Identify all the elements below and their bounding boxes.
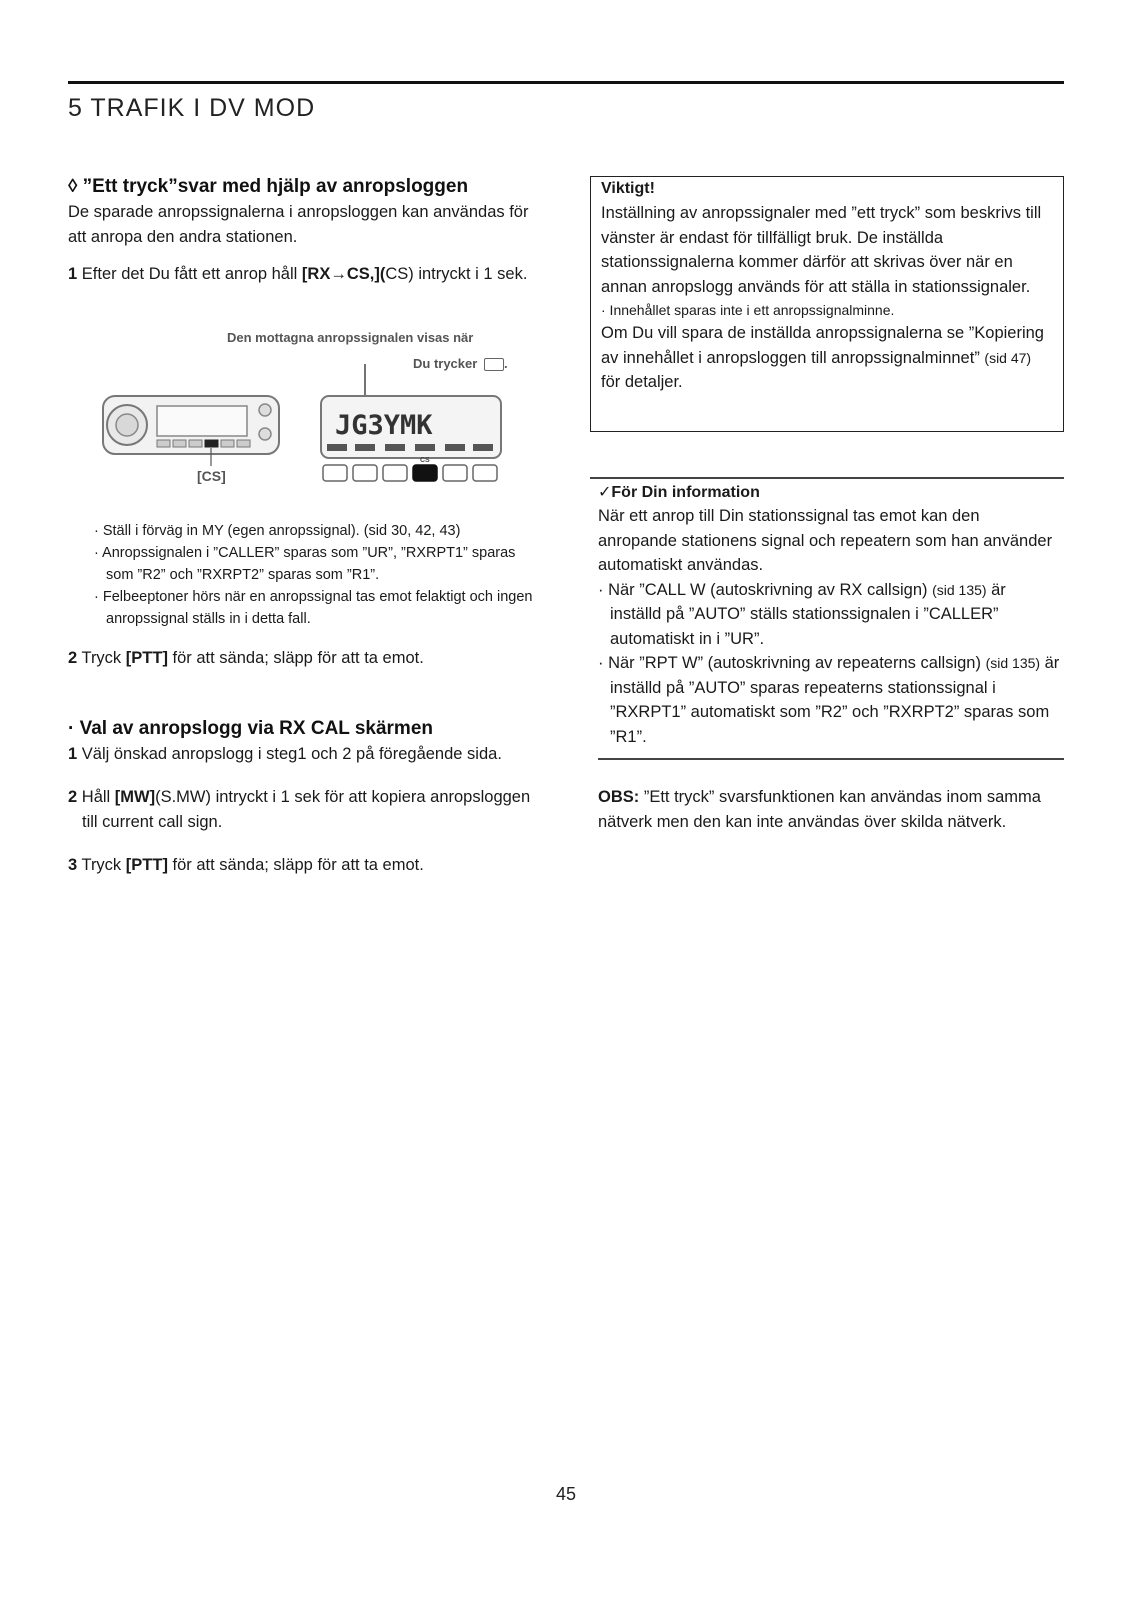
important-para2 <box>601 321 1053 395</box>
section1-step2 <box>68 646 538 671</box>
figure-caption-text: Du trycker <box>413 356 478 371</box>
softkey-cs-label: CS <box>420 457 430 464</box>
figure-cs-label: [CS] <box>197 468 226 484</box>
lcd-softkey <box>355 444 375 451</box>
step-text: Tryck <box>77 649 126 667</box>
step-text: CS) intryckt i 1 sek. <box>385 265 528 283</box>
step-text: Välj önskad anropslogg i steg1 och 2 på föregående sida. <box>77 745 502 763</box>
radio-key <box>237 440 250 447</box>
bullet-text: är inställd på ”AUTO” sparas repeaterns stationssignal i ”RXRPT1” automatiskt som ”R2” och ”RXRPT2” sparas som ”R1”. <box>610 654 1060 746</box>
key-label: [MW] <box>114 788 156 806</box>
section1-intro: De sparade anropssignalerna i anropsloggen kan användas för att anropa den andra stationen. <box>68 203 529 246</box>
header-rule <box>68 81 1064 84</box>
radio-key <box>157 440 170 447</box>
page-ref: (sid 47) <box>984 349 1032 366</box>
left-column-bottom <box>68 520 538 878</box>
lcd-softkey <box>385 444 405 451</box>
page-ref: (sid 135) <box>985 655 1041 671</box>
info-title: ✓För Din information <box>598 484 760 501</box>
obs-note <box>598 785 1060 835</box>
radio-display <box>157 406 247 436</box>
important-box <box>590 176 1064 432</box>
page-ref: (sid 135) <box>932 581 987 598</box>
radio-key <box>189 440 202 447</box>
front-key-cs <box>413 465 437 481</box>
radio-key <box>173 440 186 447</box>
figure-caption-2: Du trycker . <box>413 356 508 371</box>
step-number: 2 <box>68 788 78 806</box>
key-label: [PTT] <box>125 649 168 667</box>
radio-cs-key <box>205 440 218 447</box>
step-text: Håll <box>77 788 115 806</box>
radio-knob-inner <box>116 414 138 436</box>
step-number: 2 <box>68 649 78 667</box>
important-para1: Inställning av anropssignaler med ”ett tryck” som beskrivs till vänster är endast för tillfälligt bruk. De inställda stationssignalerna kommer därför att skrivas över när en annan anropslogg används för att ställa in stationssignaler. <box>601 204 1042 296</box>
notes-list <box>94 520 538 630</box>
info-bullet-2 <box>598 651 1060 749</box>
important-title: Viktigt! <box>601 180 655 197</box>
info-bottom-rule <box>598 758 1064 760</box>
note-item: · Felbeeptoner hörs när en anropssignal tas emot felaktigt och ingen anropssignal ställs in i detta fall. <box>94 589 533 627</box>
front-key <box>443 465 467 481</box>
important-para2-end: för detaljer. <box>601 373 683 391</box>
key-label: [RX→CS,]( <box>301 265 386 283</box>
info-para: När ett anrop till Din stationssignal tas emot kan den anropande stationens signal och repeatern som han använder automatiskt användas. <box>598 507 1053 574</box>
step-number: 1 <box>68 265 78 283</box>
obs-paragraph <box>598 785 1060 835</box>
radio-small-knob <box>259 404 271 416</box>
section1-heading: ◊ ”Ett tryck”svar med hjälp av anropsloggen <box>68 176 469 197</box>
info-top-rule <box>590 477 1064 479</box>
step-text: för att sända; släpp för att ta emot. <box>167 856 424 874</box>
lcd-softkey <box>445 444 465 451</box>
bullet-text: · När ”RPT W” (autoskrivning av repeaterns callsign) <box>598 654 986 672</box>
important-note: · Innehållet sparas inte i ett anropssignalminne. <box>601 302 895 318</box>
lcd-softkey <box>415 444 435 451</box>
step-text: (S.MW) intryckt i 1 sek för att kopiera anropsloggen till current call sign. <box>82 788 531 831</box>
front-key <box>473 465 497 481</box>
note-item: · Ställ i förväg in MY (egen anropssignal). (sid 30, 42, 43) <box>94 523 461 539</box>
lcd-callsign: JG3YMK <box>335 410 433 441</box>
key-label: [PTT] <box>125 856 168 874</box>
note-item: · Anropssignalen i ”CALLER” sparas som ”UR”, ”RXRPT1” sparas som ”R2” och ”RXRPT2” sparas som ”R1”. <box>94 545 516 583</box>
obs-text: ”Ett tryck” svarsfunktionen kan användas inom samma nätverk men den kan inte användas över skilda nätverk. <box>598 788 1041 831</box>
step-text: för att sända; släpp för att ta emot. <box>167 649 424 667</box>
info-bullet-1 <box>598 578 1060 652</box>
left-column-top <box>68 176 538 287</box>
bullet-text: · När ”CALL W (autoskrivning av RX callsign) <box>598 580 933 599</box>
step-number: 1 <box>68 745 78 763</box>
radio-figure <box>95 328 535 498</box>
section2-heading: · Val av anropslogg via RX CAL skärmen <box>68 718 433 739</box>
front-key <box>383 465 407 481</box>
step-number: 3 <box>68 856 78 874</box>
section2-step1 <box>68 742 538 767</box>
figure-caption: Den mottagna anropssignalen visas när <box>227 330 474 345</box>
info-box <box>598 482 1060 749</box>
section2-step3 <box>68 853 538 878</box>
bullet-text: är inställd på ”AUTO” ställs stationssignalen i ”CALLER” automatiskt in i ”UR”. <box>610 580 1006 648</box>
step-text: Efter det Du fått ett anrop håll <box>77 265 302 283</box>
radio-small-knob <box>259 428 271 440</box>
front-key <box>353 465 377 481</box>
chapter-title: 5 TRAFIK I DV MOD <box>68 94 316 122</box>
lcd-softkey <box>473 444 493 451</box>
lcd-softkey <box>327 444 347 451</box>
page-number: 45 <box>556 1484 577 1504</box>
obs-label: OBS: <box>598 788 640 806</box>
section2-step2 <box>68 785 538 835</box>
step-text: Tryck <box>77 856 126 874</box>
radio-key <box>221 440 234 447</box>
front-key <box>323 465 347 481</box>
section1-step1 <box>68 262 538 287</box>
important-para2-text: Om Du vill spara de inställda anropssignalerna se ”Kopiering av innehållet i anropsloggen till anropssignalminnet” <box>601 324 1044 367</box>
